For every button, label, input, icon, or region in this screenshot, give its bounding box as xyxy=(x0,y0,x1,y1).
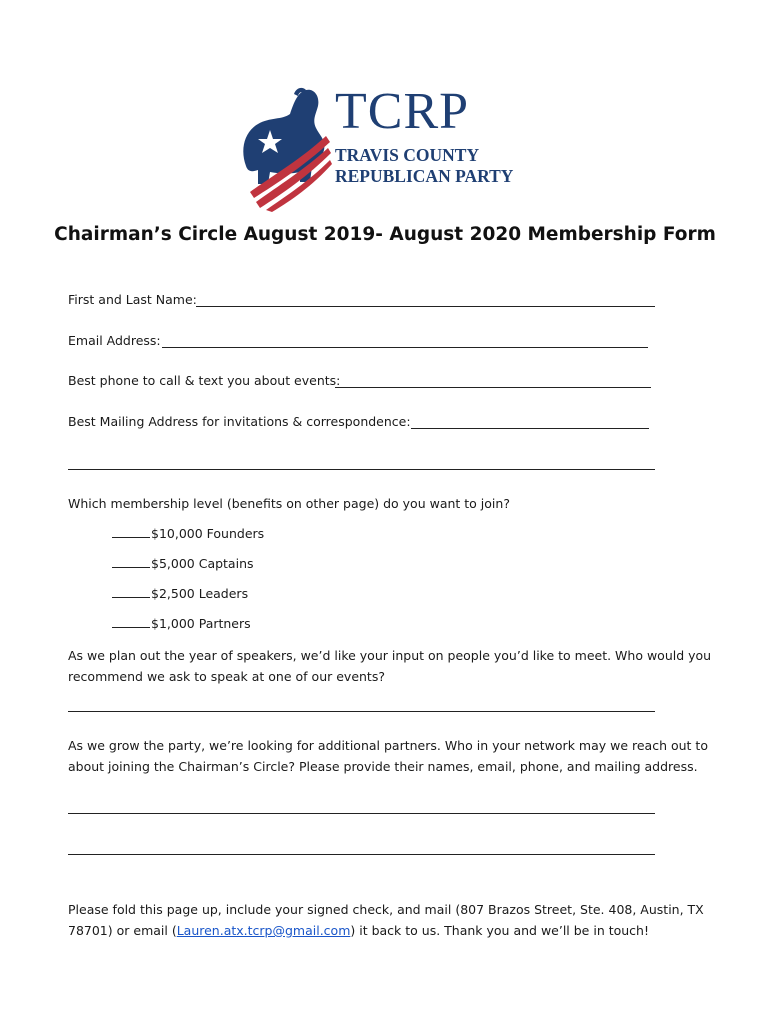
level-founders xyxy=(112,523,264,545)
level-partners xyxy=(112,613,251,635)
closing-text-after-email: ) it back to us. Thank you and we’ll be in touch! xyxy=(350,923,649,938)
level-leaders-label: $2,500 Leaders xyxy=(151,586,249,601)
partners-answer-field-line2[interactable] xyxy=(68,854,655,855)
level-leaders xyxy=(112,583,248,605)
partners-question-line2: about joining the Chairman’s Circle? Please provide their names, email, phone, and mailing address. xyxy=(68,759,698,774)
logo-acronym: TCRP xyxy=(335,83,470,140)
contact-email-link[interactable]: Lauren.atx.tcrp@gmail.com xyxy=(176,923,351,938)
partners-question-line1: As we grow the party, we’re looking for additional partners. Who in your network may we reach out to xyxy=(68,738,708,753)
speakers-answer-field[interactable] xyxy=(68,711,655,712)
closing-text-before-email: 78701) or email ( xyxy=(68,923,177,938)
email-label: Email Address: xyxy=(68,333,161,348)
email-field[interactable] xyxy=(162,347,648,348)
name-label: First and Last Name: xyxy=(68,292,197,307)
level-partners-label: $1,000 Partners xyxy=(151,616,251,631)
mailing-address-field[interactable] xyxy=(411,428,649,429)
speakers-question-line2: recommend we ask to speak at one of our events? xyxy=(68,669,385,684)
mailing-address-label: Best Mailing Address for invitations & correspondence: xyxy=(68,414,411,429)
partners-answer-field-line1[interactable] xyxy=(68,813,655,814)
level-partners-blank[interactable] xyxy=(112,614,150,628)
name-field[interactable] xyxy=(196,306,655,307)
level-captains-blank[interactable] xyxy=(112,554,150,568)
level-captains xyxy=(112,553,254,575)
level-founders-label: $10,000 Founders xyxy=(151,526,265,541)
level-founders-blank[interactable] xyxy=(112,524,150,538)
speakers-question-line1: As we plan out the year of speakers, we’d like your input on people you’d like to meet. Who would you xyxy=(68,648,712,663)
tcrp-logo xyxy=(236,84,526,212)
membership-question: Which membership level (benefits on other page) do you want to join? xyxy=(68,496,510,511)
logo-county-text: TRAVIS COUNTY xyxy=(335,145,480,165)
phone-field[interactable] xyxy=(335,387,651,388)
form-title: Chairman’s Circle August 2019- August 2020 Membership Form xyxy=(54,224,716,245)
elephant-icon xyxy=(236,84,336,212)
closing-text-line2 xyxy=(68,920,708,941)
phone-label: Best phone to call & text you about events: xyxy=(68,373,341,388)
level-leaders-blank[interactable] xyxy=(112,584,150,598)
mailing-address-field-line2[interactable] xyxy=(68,469,655,470)
level-captains-label: $5,000 Captains xyxy=(151,556,254,571)
logo-party-text: REPUBLICAN PARTY xyxy=(335,166,514,186)
closing-text-line1: Please fold this page up, include your signed check, and mail (807 Brazos Street, Ste. 408, Austin, TX xyxy=(68,902,704,917)
